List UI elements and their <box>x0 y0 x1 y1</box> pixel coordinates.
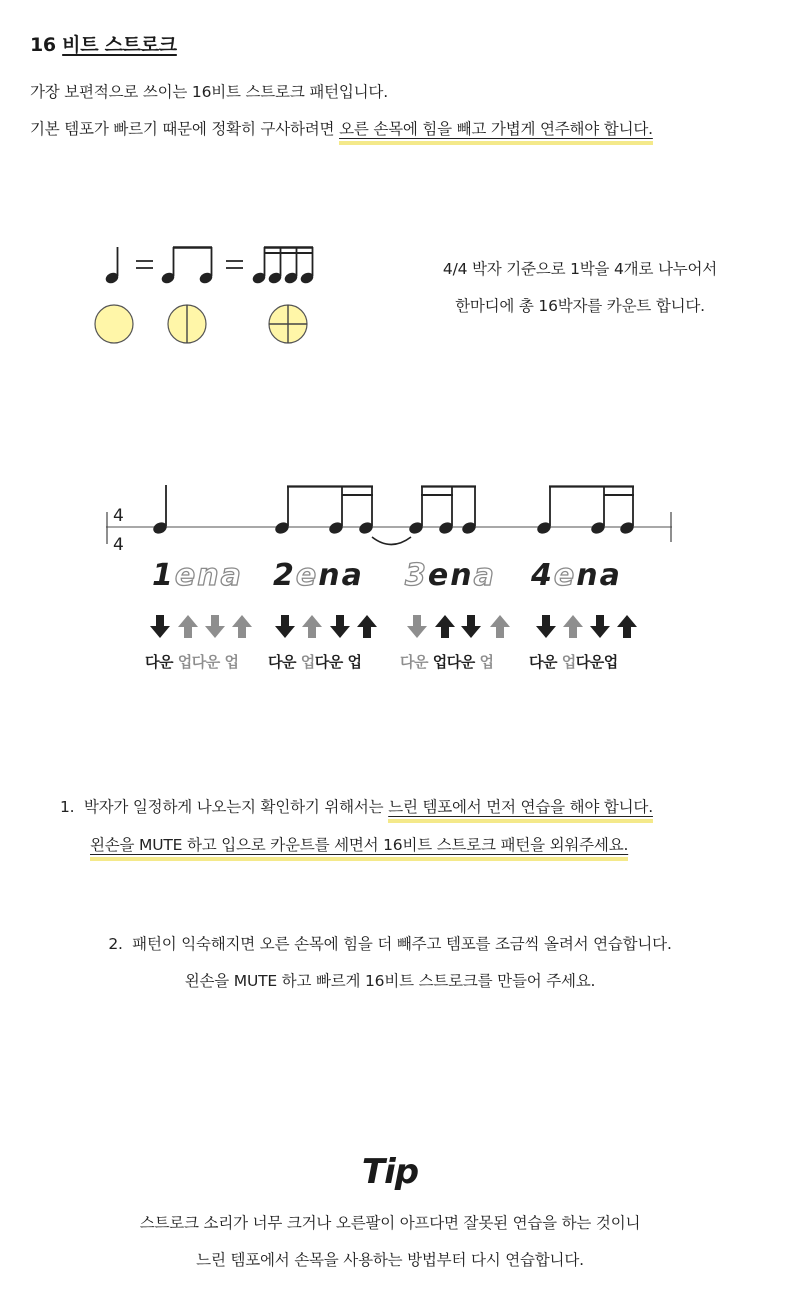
count-beat-2 <box>273 558 364 593</box>
stroke-labels-group-3 <box>400 651 493 672</box>
count-3-e: e <box>427 558 451 593</box>
equals-icon <box>136 261 153 268</box>
count-4-num: 4 <box>531 558 554 593</box>
count-2-e: e <box>295 558 319 593</box>
label-up: 업 <box>177 653 192 671</box>
label-down: 다운 <box>575 653 604 671</box>
label-up: 업 <box>603 653 618 671</box>
count-4-a: a <box>599 558 622 593</box>
label-down: 다운 <box>529 653 557 671</box>
count-1-e: e <box>174 558 198 593</box>
count-3-a: a <box>473 558 496 593</box>
half-beat-circle-icon <box>168 305 206 343</box>
up-arrow-icon <box>357 615 377 638</box>
down-arrow-icon <box>536 615 556 638</box>
eighth-notes-icon <box>160 247 214 285</box>
count-beat-4 <box>531 558 622 593</box>
count-1-num: 1 <box>152 558 175 593</box>
count-1-n: n <box>197 558 221 593</box>
down-arrow-icon <box>461 615 481 638</box>
eighth-sixteenth-group-icon <box>535 486 635 536</box>
down-arrow-icon <box>330 615 350 638</box>
quarter-beat-circle-icon <box>269 305 307 343</box>
count-4-e: e <box>553 558 577 593</box>
title-text: 비트 스트로크 <box>62 34 177 56</box>
stroke-labels-group-1 <box>145 651 238 672</box>
up-arrow-icon <box>435 615 455 638</box>
count-1-a: a <box>220 558 243 593</box>
count-2-n: n <box>318 558 342 593</box>
time-signature-bottom: 4 <box>113 535 124 555</box>
label-down: 다운 <box>400 653 428 671</box>
down-arrow-icon <box>150 615 170 638</box>
step-1-number: 1. <box>60 798 75 816</box>
equals-icon <box>226 261 243 268</box>
up-arrow-icon <box>302 615 322 638</box>
subdivision-diagram <box>90 240 340 350</box>
whole-beat-circle-icon <box>95 305 133 343</box>
step-1-line-1-plain: 박자가 일정하게 나오는지 확인하기 위해서는 <box>83 798 389 816</box>
count-beat-3 <box>405 558 496 593</box>
subdivision-desc-line-1: 4/4 박자 기준으로 1박을 4개로 나누어서 <box>442 260 718 278</box>
quarter-note-icon <box>151 485 168 536</box>
page-title <box>30 30 177 57</box>
count-3-num: 3 <box>405 558 428 593</box>
count-3-n: n <box>450 558 474 593</box>
label-down: 다운 <box>268 653 296 671</box>
tip-title: Tip <box>361 1152 419 1192</box>
up-arrow-icon <box>563 615 583 638</box>
stroke-labels-group-4 <box>529 651 618 672</box>
label-down: 다운 <box>191 653 220 671</box>
sixteenth-notes-icon <box>251 247 315 285</box>
label-down: 다운 <box>314 653 343 671</box>
label-down: 다운 <box>145 653 173 671</box>
stroke-labels-group-2 <box>268 651 361 672</box>
time-signature-top: 4 <box>113 506 124 526</box>
step-2-line-2: 왼손을 MUTE 하고 빠르게 16비트 스트로크를 만들어 주세요. <box>184 972 596 990</box>
title-number: 16 <box>30 34 56 56</box>
intro-line-2-highlight: 오른 손목에 힘을 빼고 가볍게 연주해야 합니다. <box>339 120 653 145</box>
step-1-line-1 <box>60 795 653 817</box>
sixteenth-eighth-group-icon <box>407 486 477 536</box>
label-up: 업 <box>300 653 315 671</box>
tie-icon <box>372 537 411 545</box>
up-arrow-icon <box>178 615 198 638</box>
up-arrow-icon <box>490 615 510 638</box>
count-beat-1 <box>152 558 243 593</box>
label-down: 다운 <box>446 653 475 671</box>
rhythm-staff <box>100 480 680 555</box>
step-1-line-2-highlight: 왼손을 MUTE 하고 입으로 카운트를 세면서 16비트 스트로크 패턴을 외워주세요. <box>90 836 628 861</box>
down-arrow-icon <box>275 615 295 638</box>
count-4-n: n <box>576 558 600 593</box>
step-1-line-1-highlight: 느린 템포에서 먼저 연습을 해야 합니다. <box>388 798 653 823</box>
intro-line-2 <box>30 117 653 139</box>
down-arrow-icon <box>590 615 610 638</box>
stroke-arrows <box>148 613 648 643</box>
quarter-note-icon <box>104 247 120 285</box>
count-2-a: a <box>341 558 364 593</box>
down-arrow-icon <box>205 615 225 638</box>
tip-line-2: 느린 템포에서 손목을 사용하는 방법부터 다시 연습합니다. <box>196 1251 584 1269</box>
subdivision-desc-line-2: 한마디에 총 16박자를 카운트 합니다. <box>455 297 705 315</box>
step-2-number: 2. <box>108 935 123 953</box>
count-2-num: 2 <box>273 558 296 593</box>
tip-line-1: 스트로크 소리가 너무 크거나 오른팔이 아프다면 잘못된 연습을 하는 것이니 <box>139 1214 641 1232</box>
up-arrow-icon <box>617 615 637 638</box>
intro-line-2-plain: 기본 템포가 빠르기 때문에 정확히 구사하려면 <box>30 120 340 138</box>
label-up: 업 <box>432 653 447 671</box>
label-up: 업 <box>224 653 239 671</box>
label-up: 업 <box>561 653 576 671</box>
label-up: 업 <box>347 653 362 671</box>
down-arrow-icon <box>407 615 427 638</box>
eighth-sixteenth-group-icon <box>273 486 374 536</box>
step-1-line-2 <box>90 833 628 855</box>
intro-line-1: 가장 보편적으로 쓰이는 16비트 스트로크 패턴입니다. <box>30 83 388 101</box>
up-arrow-icon <box>232 615 252 638</box>
label-up: 업 <box>479 653 494 671</box>
step-2-line-1-text: 패턴이 익숙해지면 오른 손목에 힘을 더 빼주고 템포를 조금씩 올려서 연습합니다. <box>132 935 672 953</box>
step-2-line-1 <box>0 932 780 954</box>
